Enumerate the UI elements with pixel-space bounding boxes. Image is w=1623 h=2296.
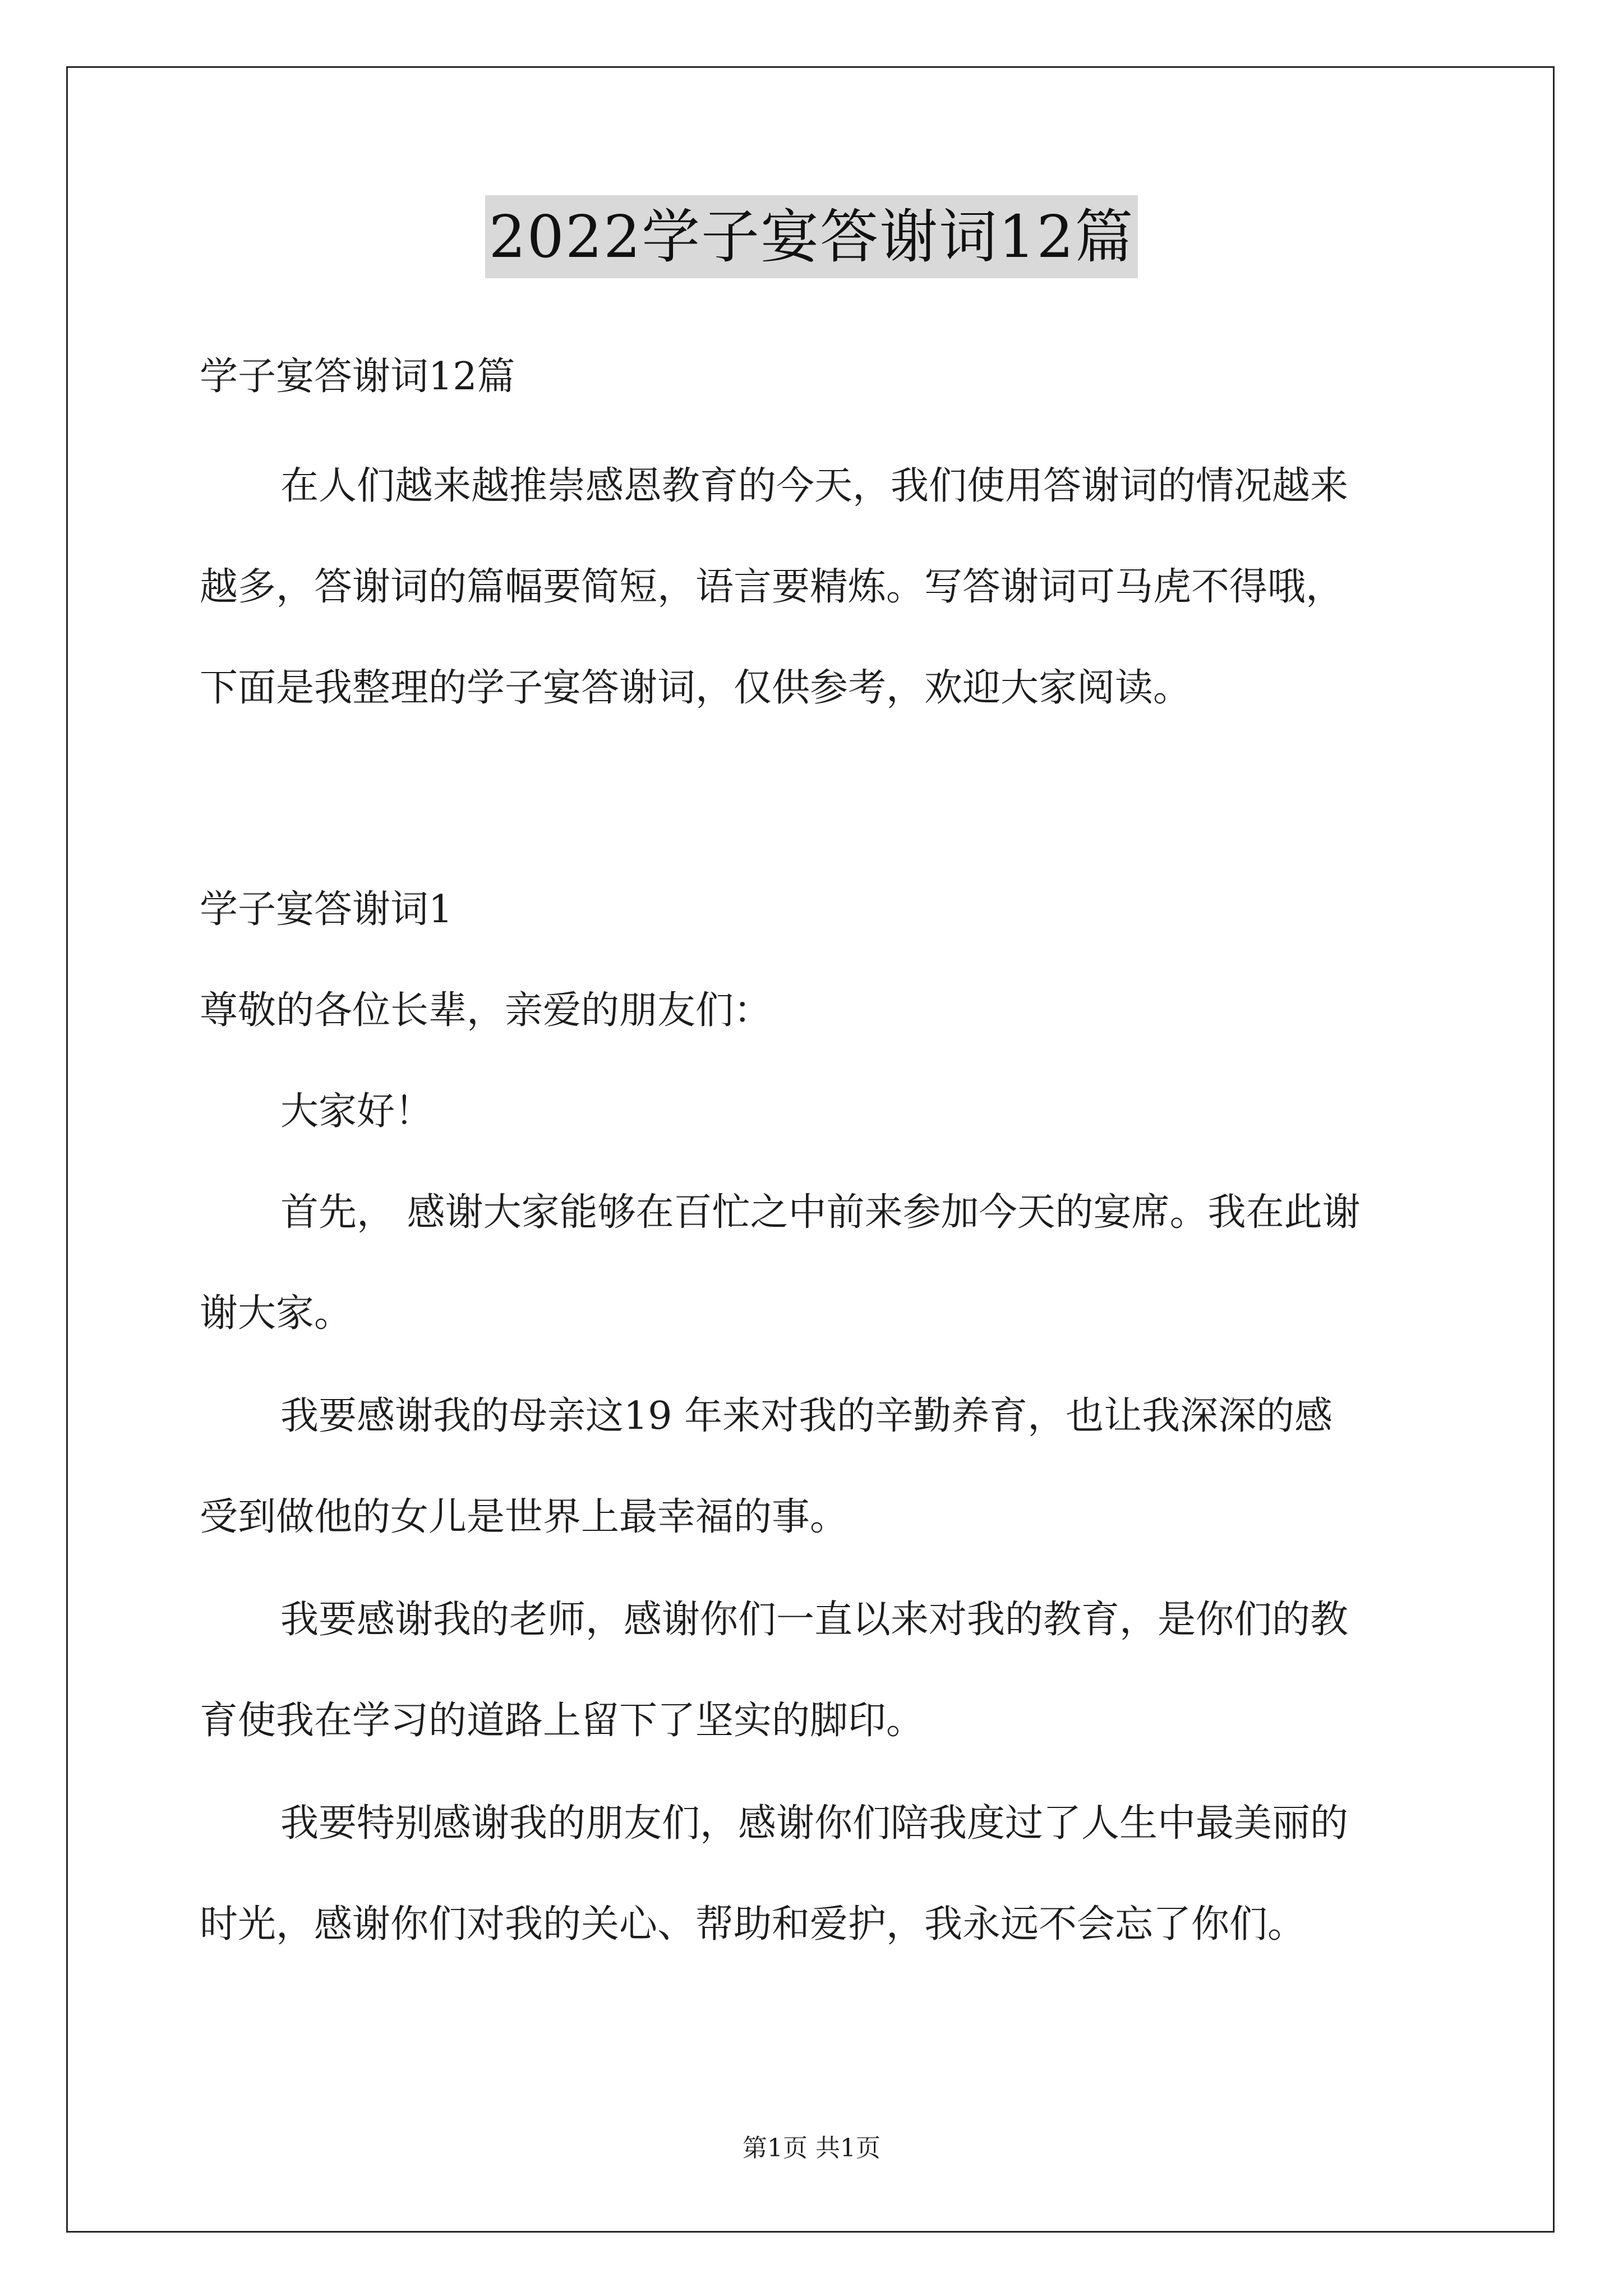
- paragraph-line-8: 时光，感谢你们对我的关心、帮助和爱护，我永远不会忘了你们。: [200, 1902, 1306, 1947]
- page-footer: 第1页 共1页: [743, 2134, 880, 2162]
- paragraph-line-2: 谢大家。: [200, 1291, 353, 1336]
- paragraph-line-1: 首先， 感谢大家能够在百忙之中前来参加今天的宴席。我在此谢: [280, 1190, 1361, 1235]
- document-subtitle: 学子宴答谢词12篇: [200, 355, 515, 399]
- intro-line-1: 在人们越来越推崇感恩教育的今天，我们使用答谢词的情况越来: [280, 464, 1349, 508]
- greeting: 大家好！: [280, 1089, 434, 1134]
- salutation: 尊敬的各位长辈，亲爱的朋友们：: [200, 988, 772, 1033]
- intro-line-3: 下面是我整理的学子宴答谢词，仅供参考，欢迎大家阅读。: [200, 666, 1192, 710]
- paragraph-line-5: 我要感谢我的老师，感谢你们一直以来对我的教育，是你们的教: [280, 1598, 1349, 1642]
- paragraph-line-6: 育使我在学习的道路上留下了坚实的脚印。: [200, 1699, 925, 1743]
- paragraph-line-3: 我要感谢我的母亲这19 年来对我的辛勤养育，也让我深深的感: [280, 1394, 1333, 1438]
- section-heading: 学子宴答谢词1: [200, 887, 453, 932]
- title-container: [0, 195, 1623, 278]
- intro-line-2: 越多，答谢词的篇幅要简短，语言要精炼。写答谢词可马虎不得哦，: [200, 565, 1344, 609]
- paragraph-line-7: 我要特别感谢我的朋友们，感谢你们陪我度过了人生中最美丽的: [280, 1801, 1349, 1846]
- paragraph-line-4: 受到做他的女儿是世界上最幸福的事。: [200, 1495, 849, 1539]
- document-title: 2022学子宴答谢词12篇: [485, 195, 1137, 278]
